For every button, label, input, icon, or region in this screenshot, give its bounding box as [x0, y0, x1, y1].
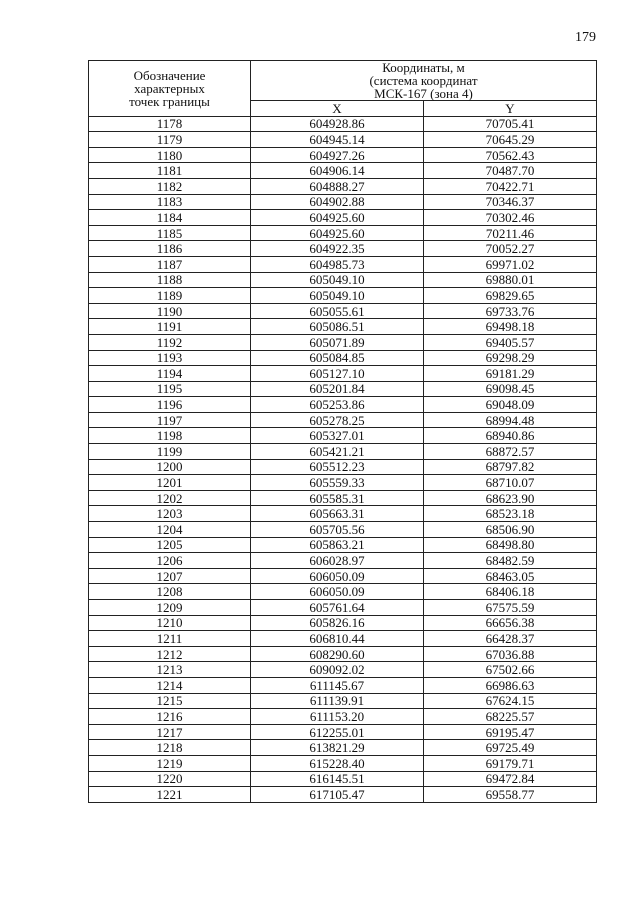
- header-coords-line: МСК-167 (зона 4): [374, 86, 473, 101]
- point-id-cell: 1204: [89, 522, 251, 538]
- header-col-y: Y: [424, 101, 597, 117]
- y-coordinate-cell: 67036.88: [424, 646, 597, 662]
- point-id-cell: 1200: [89, 459, 251, 475]
- table-row: [89, 412, 597, 428]
- table-row: [89, 490, 597, 506]
- y-coordinate-cell: 67502.66: [424, 662, 597, 678]
- table-row: [89, 334, 597, 350]
- y-coordinate-cell: 70487.70: [424, 163, 597, 179]
- point-id-cell: 1182: [89, 178, 251, 194]
- table-row: [89, 116, 597, 132]
- x-coordinate-cell: 605055.61: [251, 303, 424, 319]
- point-id-cell: 1206: [89, 553, 251, 569]
- y-coordinate-cell: 69298.29: [424, 350, 597, 366]
- x-coordinate-cell: 605826.16: [251, 615, 424, 631]
- point-id-cell: 1214: [89, 677, 251, 693]
- table-body: [89, 116, 597, 802]
- header-point-line: Обозначение: [133, 67, 206, 83]
- table-row: [89, 771, 597, 787]
- y-coordinate-cell: 67624.15: [424, 693, 597, 709]
- y-coordinate-cell: 66428.37: [424, 631, 597, 647]
- x-coordinate-cell: 606028.97: [251, 553, 424, 569]
- x-coordinate-cell: 611153.20: [251, 709, 424, 725]
- y-coordinate-cell: 69195.47: [424, 724, 597, 740]
- table-row: [89, 272, 597, 288]
- table-row: [89, 522, 597, 538]
- y-coordinate-cell: 69725.49: [424, 740, 597, 756]
- point-id-cell: 1188: [89, 272, 251, 288]
- table-row: [89, 163, 597, 179]
- point-id-cell: 1217: [89, 724, 251, 740]
- y-coordinate-cell: 69181.29: [424, 366, 597, 382]
- y-coordinate-cell: 68710.07: [424, 475, 597, 491]
- table-row: [89, 537, 597, 553]
- x-coordinate-cell: 611139.91: [251, 693, 424, 709]
- x-coordinate-cell: 604985.73: [251, 256, 424, 272]
- y-coordinate-cell: 69405.57: [424, 334, 597, 350]
- table-row: [89, 584, 597, 600]
- y-coordinate-cell: 69179.71: [424, 755, 597, 771]
- point-id-cell: 1186: [89, 241, 251, 257]
- y-coordinate-cell: 68797.82: [424, 459, 597, 475]
- x-coordinate-cell: 604902.88: [251, 194, 424, 210]
- table-row: [89, 241, 597, 257]
- table-row: [89, 147, 597, 163]
- x-coordinate-cell: 604928.86: [251, 116, 424, 132]
- y-coordinate-cell: 68225.57: [424, 709, 597, 725]
- point-id-cell: 1218: [89, 740, 251, 756]
- y-coordinate-cell: 68506.90: [424, 522, 597, 538]
- point-id-cell: 1216: [89, 709, 251, 725]
- table-row: [89, 646, 597, 662]
- x-coordinate-cell: 604906.14: [251, 163, 424, 179]
- x-coordinate-cell: 605049.10: [251, 272, 424, 288]
- point-id-cell: 1184: [89, 210, 251, 226]
- table-row: [89, 475, 597, 491]
- table-row: [89, 693, 597, 709]
- point-id-cell: 1189: [89, 288, 251, 304]
- header-point-line: точек границы: [129, 93, 210, 109]
- point-id-cell: 1191: [89, 319, 251, 335]
- table-row: [89, 366, 597, 382]
- y-coordinate-cell: 70422.71: [424, 178, 597, 194]
- table-row: [89, 568, 597, 584]
- point-id-cell: 1183: [89, 194, 251, 210]
- x-coordinate-cell: 604945.14: [251, 132, 424, 148]
- x-coordinate-cell: 606050.09: [251, 584, 424, 600]
- point-id-cell: 1202: [89, 490, 251, 506]
- table-row: [89, 397, 597, 413]
- table-row: [89, 755, 597, 771]
- y-coordinate-cell: 66986.63: [424, 677, 597, 693]
- point-id-cell: 1190: [89, 303, 251, 319]
- table-row: [89, 303, 597, 319]
- point-id-cell: 1196: [89, 397, 251, 413]
- header-coordinates: [251, 61, 597, 101]
- point-id-cell: 1185: [89, 225, 251, 241]
- point-id-cell: 1209: [89, 600, 251, 616]
- table-row: [89, 724, 597, 740]
- y-coordinate-cell: 69880.01: [424, 272, 597, 288]
- table-row: [89, 677, 597, 693]
- header-point-designation: [89, 61, 251, 117]
- point-id-cell: 1212: [89, 646, 251, 662]
- x-coordinate-cell: 616145.51: [251, 771, 424, 787]
- header-point-line: характерных: [134, 80, 205, 96]
- x-coordinate-cell: 604927.26: [251, 147, 424, 163]
- table-row: [89, 709, 597, 725]
- point-id-cell: 1219: [89, 755, 251, 771]
- x-coordinate-cell: 604925.60: [251, 225, 424, 241]
- x-coordinate-cell: 615228.40: [251, 755, 424, 771]
- y-coordinate-cell: 70562.43: [424, 147, 597, 163]
- y-coordinate-cell: 70302.46: [424, 210, 597, 226]
- point-id-cell: 1215: [89, 693, 251, 709]
- y-coordinate-cell: 69048.09: [424, 397, 597, 413]
- table-row: [89, 381, 597, 397]
- y-coordinate-cell: 68872.57: [424, 444, 597, 460]
- point-id-cell: 1197: [89, 412, 251, 428]
- x-coordinate-cell: 611145.67: [251, 677, 424, 693]
- table-row: [89, 210, 597, 226]
- y-coordinate-cell: 69971.02: [424, 256, 597, 272]
- table-row: [89, 350, 597, 366]
- point-id-cell: 1181: [89, 163, 251, 179]
- x-coordinate-cell: 606810.44: [251, 631, 424, 647]
- y-coordinate-cell: 68523.18: [424, 506, 597, 522]
- y-coordinate-cell: 69558.77: [424, 787, 597, 803]
- point-id-cell: 1187: [89, 256, 251, 272]
- y-coordinate-cell: 69498.18: [424, 319, 597, 335]
- x-coordinate-cell: 605084.85: [251, 350, 424, 366]
- point-id-cell: 1208: [89, 584, 251, 600]
- x-coordinate-cell: 613821.29: [251, 740, 424, 756]
- x-coordinate-cell: 604922.35: [251, 241, 424, 257]
- point-id-cell: 1199: [89, 444, 251, 460]
- table-header: [89, 61, 597, 117]
- point-id-cell: 1205: [89, 537, 251, 553]
- y-coordinate-cell: 69098.45: [424, 381, 597, 397]
- x-coordinate-cell: 605512.23: [251, 459, 424, 475]
- point-id-cell: 1211: [89, 631, 251, 647]
- x-coordinate-cell: 612255.01: [251, 724, 424, 740]
- x-coordinate-cell: 609092.02: [251, 662, 424, 678]
- table-row: [89, 444, 597, 460]
- x-coordinate-cell: 606050.09: [251, 568, 424, 584]
- table-row: [89, 662, 597, 678]
- y-coordinate-cell: 68940.86: [424, 428, 597, 444]
- x-coordinate-cell: 605253.86: [251, 397, 424, 413]
- point-id-cell: 1201: [89, 475, 251, 491]
- x-coordinate-cell: 617105.47: [251, 787, 424, 803]
- x-coordinate-cell: 605086.51: [251, 319, 424, 335]
- table-row: [89, 459, 597, 475]
- point-id-cell: 1203: [89, 506, 251, 522]
- table-row: [89, 319, 597, 335]
- y-coordinate-cell: 69472.84: [424, 771, 597, 787]
- table-row: [89, 194, 597, 210]
- table-row: [89, 178, 597, 194]
- y-coordinate-cell: 70346.37: [424, 194, 597, 210]
- y-coordinate-cell: 68463.05: [424, 568, 597, 584]
- table-row: [89, 553, 597, 569]
- x-coordinate-cell: 605327.01: [251, 428, 424, 444]
- table-row: [89, 787, 597, 803]
- point-id-cell: 1178: [89, 116, 251, 132]
- x-coordinate-cell: 605201.84: [251, 381, 424, 397]
- coordinates-table: [88, 60, 597, 803]
- y-coordinate-cell: 68994.48: [424, 412, 597, 428]
- point-id-cell: 1221: [89, 787, 251, 803]
- table-row: [89, 631, 597, 647]
- point-id-cell: 1198: [89, 428, 251, 444]
- x-coordinate-cell: 605761.64: [251, 600, 424, 616]
- page-number: 179: [575, 30, 596, 45]
- x-coordinate-cell: 605585.31: [251, 490, 424, 506]
- x-coordinate-cell: 604925.60: [251, 210, 424, 226]
- x-coordinate-cell: 605421.21: [251, 444, 424, 460]
- table-row: [89, 256, 597, 272]
- x-coordinate-cell: 605559.33: [251, 475, 424, 491]
- table-row: [89, 740, 597, 756]
- table-row: [89, 288, 597, 304]
- header-col-x: X: [251, 101, 424, 117]
- table-row: [89, 132, 597, 148]
- y-coordinate-cell: 69733.76: [424, 303, 597, 319]
- table-row: [89, 428, 597, 444]
- point-id-cell: 1192: [89, 334, 251, 350]
- x-coordinate-cell: 605863.21: [251, 537, 424, 553]
- table-row: [89, 506, 597, 522]
- point-id-cell: 1220: [89, 771, 251, 787]
- y-coordinate-cell: 68482.59: [424, 553, 597, 569]
- point-id-cell: 1213: [89, 662, 251, 678]
- y-coordinate-cell: 69829.65: [424, 288, 597, 304]
- point-id-cell: 1194: [89, 366, 251, 382]
- point-id-cell: 1207: [89, 568, 251, 584]
- y-coordinate-cell: 66656.38: [424, 615, 597, 631]
- x-coordinate-cell: 605663.31: [251, 506, 424, 522]
- x-coordinate-cell: 605278.25: [251, 412, 424, 428]
- point-id-cell: 1180: [89, 147, 251, 163]
- y-coordinate-cell: 68406.18: [424, 584, 597, 600]
- point-id-cell: 1193: [89, 350, 251, 366]
- y-coordinate-cell: 68498.80: [424, 537, 597, 553]
- x-coordinate-cell: 605127.10: [251, 366, 424, 382]
- point-id-cell: 1210: [89, 615, 251, 631]
- table-row: [89, 600, 597, 616]
- y-coordinate-cell: 70705.41: [424, 116, 597, 132]
- y-coordinate-cell: 70645.29: [424, 132, 597, 148]
- y-coordinate-cell: 67575.59: [424, 600, 597, 616]
- header-coords-line: Координаты, м: [382, 60, 465, 75]
- table-row: [89, 615, 597, 631]
- point-id-cell: 1179: [89, 132, 251, 148]
- x-coordinate-cell: 605071.89: [251, 334, 424, 350]
- point-id-cell: 1195: [89, 381, 251, 397]
- x-coordinate-cell: 604888.27: [251, 178, 424, 194]
- x-coordinate-cell: 605705.56: [251, 522, 424, 538]
- y-coordinate-cell: 70211.46: [424, 225, 597, 241]
- header-coords-line: (система координат: [369, 73, 478, 88]
- x-coordinate-cell: 605049.10: [251, 288, 424, 304]
- x-coordinate-cell: 608290.60: [251, 646, 424, 662]
- y-coordinate-cell: 68623.90: [424, 490, 597, 506]
- table-row: [89, 225, 597, 241]
- y-coordinate-cell: 70052.27: [424, 241, 597, 257]
